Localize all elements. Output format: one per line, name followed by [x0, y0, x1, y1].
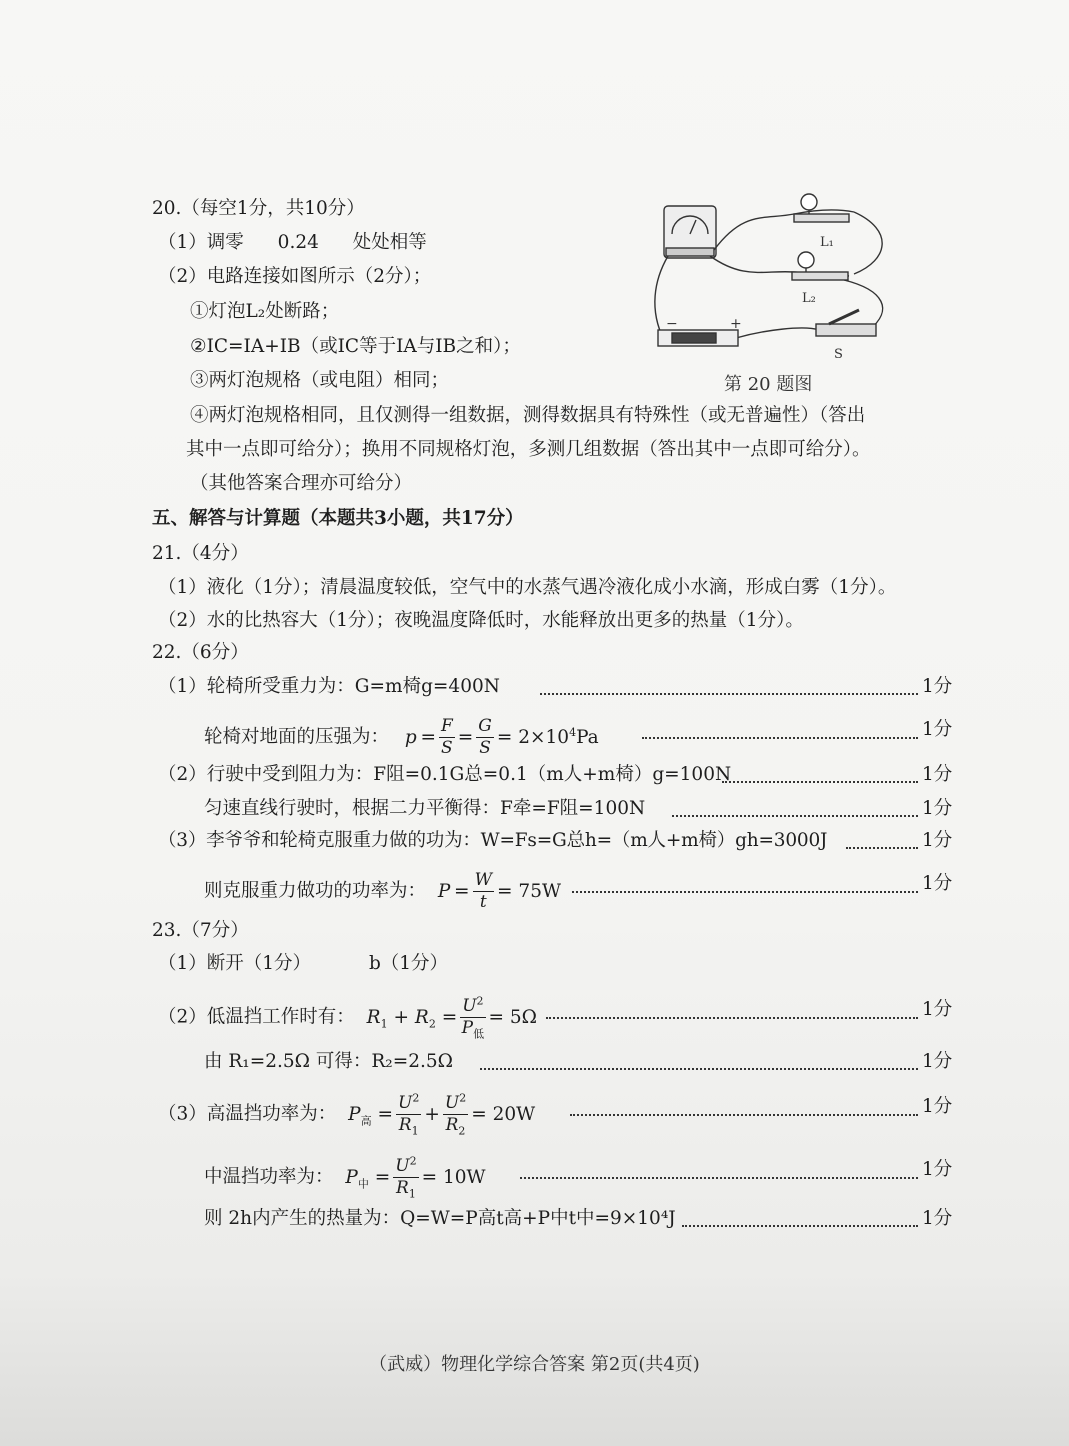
- q23-line3: 由 R₁=2.5Ω 可得：R₂=2.5Ω: [204, 1051, 453, 1072]
- label-minus: −: [666, 316, 678, 332]
- point-score: 1分: [922, 999, 953, 1020]
- q23-mid-formula: $P_中$ = $\frac{U^2}{R_1}$ = 10W: [345, 1154, 486, 1201]
- bulb-l1-base: [794, 214, 849, 222]
- q20-title: 20.（每空1分，共10分）: [152, 198, 365, 219]
- q23-line6: 则 2h内产生的热量为：Q=W=P高t高+P中t中=9×10⁴J: [204, 1208, 676, 1229]
- q22-line3: （2）行驶中受到阻力为：F阻=0.1G总=0.1（m人+m椅）g=100N: [158, 764, 732, 785]
- bulb-l2-icon: [798, 252, 814, 268]
- leader-dots: [572, 891, 918, 893]
- q23-line2-label: （2）低温挡工作时有：: [158, 1006, 355, 1028]
- q20-part1-value: 0.24: [277, 232, 319, 253]
- leader-dots: [642, 737, 918, 739]
- q23-line4-label: （3）高温挡功率为：: [158, 1103, 337, 1125]
- q22-line2: [204, 718, 599, 757]
- circuit-diagram: [644, 190, 904, 370]
- leader-dots: [546, 1017, 918, 1019]
- point-score: 1分: [922, 798, 953, 819]
- point-score: 1分: [922, 676, 953, 697]
- q20-answer-4-line2: 其中一点即可给分）；换用不同规格灯泡，多测几组数据（答出其中一点即可给分）。: [186, 439, 871, 460]
- q20-answer-2: ②IC=IA+IB（或IC等于IA与IB之和）；: [190, 336, 521, 357]
- q20-part1: [158, 231, 427, 255]
- q20-part1-answer: 处处相等: [352, 232, 427, 253]
- point-score: 1分: [922, 764, 953, 785]
- q20-answer-1: ①灯泡L₂处断路；: [190, 301, 340, 322]
- q21-part1: （1）液化（1分）；清晨温度较低，空气中的水蒸气遇冷液化成小水滴，形成白雾（1分）。: [158, 577, 897, 598]
- q20-answer-3: ③两灯泡规格（或电阻）相同；: [190, 370, 450, 391]
- label-l2: L₂: [802, 291, 816, 306]
- q23-low-formula: $R_1 + R_2$ = $\frac{U^2}{P_低}$ = 5Ω: [366, 994, 538, 1041]
- q22-line5: （3）李爷爷和轮椅克服重力做的功为：W=Fs=G总h=（m人+m椅）gh=3000J: [158, 830, 828, 851]
- q22-pressure-formula: p = $\frac{F}{S}$ = $\frac{G}{S}$ = $2\times 10^4Pa$: [404, 716, 599, 758]
- switch-icon: [816, 324, 876, 336]
- leader-dots: [570, 1114, 918, 1116]
- leader-dots: [480, 1068, 918, 1070]
- q23-high-formula: $P_高$ = $\frac{U^2}{R_1}$ + $\frac{U^2}{R_2}$ = 20W: [348, 1091, 536, 1138]
- point-score: 1分: [922, 830, 953, 851]
- label-plus: +: [730, 316, 742, 332]
- leader-dots: [520, 1177, 918, 1179]
- q20-answer-4-line1: ④两灯泡规格相同，且仅测得一组数据，测得数据具有特殊性（或无普遍性）（答出: [190, 405, 866, 426]
- label-l1: L₁: [820, 235, 834, 250]
- bulb-l2-base: [792, 272, 848, 280]
- point-score: 1分: [922, 719, 953, 740]
- point-score: 1分: [922, 1096, 953, 1117]
- bulb-l1-icon: [801, 194, 817, 210]
- figure-caption: 第 20 题图: [724, 374, 813, 395]
- q21-part2: （2）水的比热容大（1分）；夜晚温度降低时，水能释放出更多的热量（1分）。: [158, 610, 804, 631]
- q22-power-formula: P = $\frac{W}{t}$ = 75W: [437, 870, 561, 912]
- q20-answer-note: （其他答案合理亦可给分）: [190, 473, 413, 494]
- point-score: 1分: [922, 1159, 953, 1180]
- q22-line6: [204, 872, 561, 911]
- label-s: S: [834, 347, 843, 362]
- q21-title: 21.（4分）: [152, 543, 249, 564]
- q23-line5: [204, 1154, 486, 1201]
- q22-line6-label: 则克服重力做功的功率为：: [204, 880, 427, 902]
- section-heading: 五、解答与计算题（本题共3小题，共17分）: [152, 508, 524, 529]
- q23-line2: [158, 994, 538, 1041]
- leader-dots: [540, 693, 918, 695]
- point-score: 1分: [922, 873, 953, 894]
- q23-line1-a: （1）断开（1分）: [158, 953, 312, 974]
- leader-dots: [846, 847, 918, 849]
- page-footer: （武威）物理化学综合答案 第2页(共4页): [369, 1354, 700, 1375]
- q22-line4: 匀速直线行驶时，根据二力平衡得：F牵=F阻=100N: [204, 798, 646, 819]
- q20-part2: （2）电路连接如图所示（2分）；: [158, 266, 432, 287]
- leader-dots: [672, 815, 918, 817]
- q23-line1: [158, 952, 448, 976]
- q22-line2-label: 轮椅对地面的压强为：: [204, 726, 390, 748]
- point-score: 1分: [922, 1051, 953, 1072]
- q22-line1: （1）轮椅所受重力为：G=m椅g=400N: [158, 676, 500, 697]
- q22-title: 22.（6分）: [152, 642, 249, 663]
- q23-line5-label: 中温挡功率为：: [204, 1166, 334, 1188]
- q23-line1-b: b（1分）: [368, 953, 449, 974]
- leader-dots: [682, 1225, 918, 1227]
- q23-title: 23.（7分）: [152, 920, 249, 941]
- q23-line4: [158, 1091, 536, 1138]
- leader-dots: [722, 781, 918, 783]
- point-score: 1分: [922, 1208, 953, 1229]
- q20-part1-label: （1）调零: [158, 232, 244, 253]
